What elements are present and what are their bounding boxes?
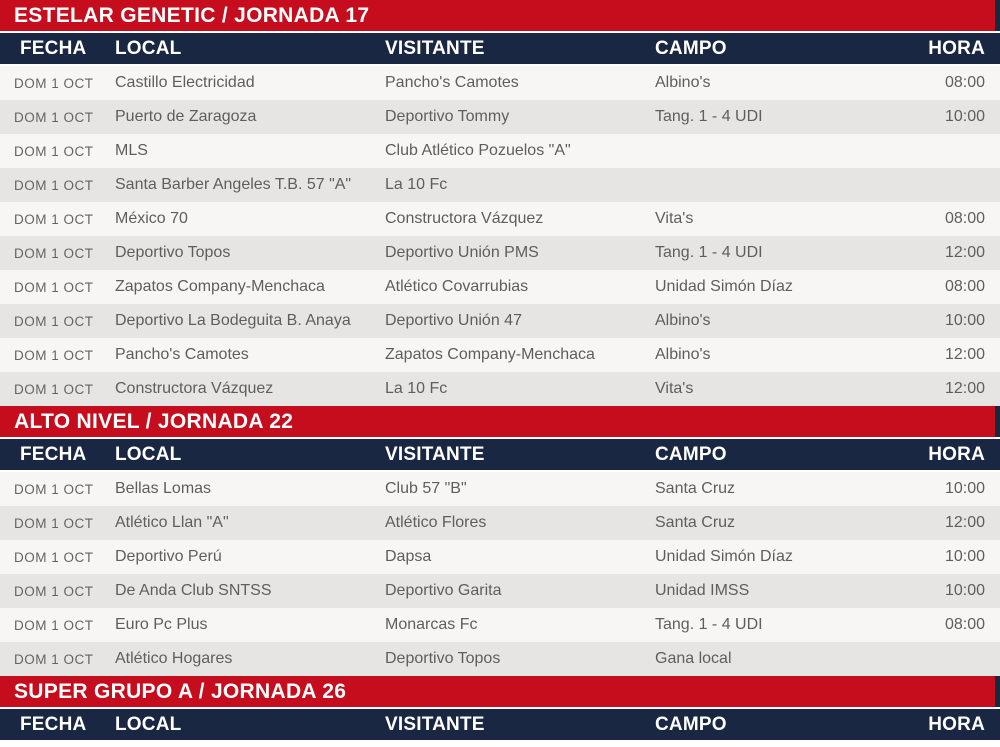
table-header-row [0, 709, 1000, 740]
column-header-campo: CAMPO [655, 443, 727, 465]
cell-fecha: DOM 1 OCT [14, 279, 94, 295]
table-row [0, 100, 1000, 134]
cell-local-team: Atlético Llan "A" [115, 514, 229, 531]
cell-campo: Vita's [655, 210, 694, 227]
column-header-visitante: VISITANTE [385, 37, 485, 59]
cell-local-team: Bellas Lomas [115, 480, 212, 497]
cell-local-team: Pancho's Camotes [115, 346, 249, 363]
cell-visitante-team: Deportivo Tommy [385, 108, 510, 125]
column-header-visitante: VISITANTE [385, 443, 485, 465]
table-row [0, 236, 1000, 270]
section-title: ESTELAR GENETIC / JORNADA 17 [14, 4, 370, 27]
cell-local-team: De Anda Club SNTSS [115, 582, 272, 599]
cell-fecha: DOM 1 OCT [14, 75, 94, 91]
cell-visitante-team: Constructora Vázquez [385, 210, 544, 227]
cell-hora: 10:00 [944, 480, 985, 497]
cell-visitante-team: Zapatos Company-Menchaca [385, 346, 595, 363]
cell-campo: Gana local [655, 650, 732, 667]
cell-visitante-team: Club Atlético Pozuelos "A" [385, 142, 571, 159]
table-row [0, 134, 1000, 168]
cell-hora: 10:00 [944, 548, 985, 565]
cell-visitante-team: Dapsa [385, 548, 432, 565]
league-section [0, 676, 1000, 740]
table-rows [0, 472, 1000, 676]
cell-visitante-team: Club 57 "B" [385, 480, 467, 497]
cell-campo: Albino's [655, 74, 711, 91]
cell-visitante-team: Deportivo Unión 47 [385, 312, 522, 329]
cell-hora: 10:00 [944, 582, 985, 599]
table-rows [0, 66, 1000, 406]
column-header-local: LOCAL [115, 443, 182, 465]
section-title: ALTO NIVEL / JORNADA 22 [14, 410, 294, 433]
section-title-band [0, 676, 1000, 707]
cell-visitante-team: Monarcas Fc [385, 616, 478, 633]
cell-visitante-team: Deportivo Topos [385, 650, 501, 667]
cell-hora: 08:00 [944, 210, 985, 227]
column-header-fecha: FECHA [20, 443, 87, 465]
cell-local-team: Deportivo Topos [115, 244, 231, 261]
column-header-hora: HORA [928, 443, 985, 465]
cell-visitante-team: Deportivo Garita [385, 582, 502, 599]
cell-visitante-team: Atlético Covarrubias [385, 278, 529, 295]
cell-campo: Santa Cruz [655, 480, 736, 497]
cell-visitante-team: Deportivo Unión PMS [385, 244, 539, 261]
cell-local-team: Zapatos Company-Menchaca [115, 278, 325, 295]
cell-fecha: DOM 1 OCT [14, 211, 94, 227]
cell-campo: Albino's [655, 312, 711, 329]
cell-local-team: Santa Barber Angeles T.B. 57 "A" [115, 176, 352, 193]
cell-hora: 12:00 [944, 244, 985, 261]
cell-local-team: Puerto de Zaragoza [115, 108, 257, 125]
table-row [0, 506, 1000, 540]
league-section [0, 406, 1000, 676]
cell-visitante-team: La 10 Fc [385, 380, 448, 397]
cell-campo: Vita's [655, 380, 694, 397]
column-header-campo: CAMPO [655, 37, 727, 59]
table-row [0, 202, 1000, 236]
section-title-band [0, 0, 1000, 31]
cell-campo: Tang. 1 - 4 UDI [655, 244, 763, 261]
cell-fecha: DOM 1 OCT [14, 481, 94, 497]
cell-fecha: DOM 1 OCT [14, 583, 94, 599]
cell-fecha: DOM 1 OCT [14, 515, 94, 531]
column-header-hora: HORA [928, 713, 985, 735]
cell-visitante-team: Atlético Flores [385, 514, 487, 531]
cell-campo: Unidad Simón Díaz [655, 548, 793, 565]
column-header-campo: CAMPO [655, 713, 727, 735]
cell-fecha: DOM 1 OCT [14, 617, 94, 633]
table-row [0, 168, 1000, 202]
table-row [0, 608, 1000, 642]
cell-campo: Albino's [655, 346, 711, 363]
cell-hora: 08:00 [944, 74, 985, 91]
cell-hora: 12:00 [944, 514, 985, 531]
cell-hora: 10:00 [944, 312, 985, 329]
cell-fecha: DOM 1 OCT [14, 177, 94, 193]
cell-local-team: México 70 [115, 210, 188, 227]
section-title: SUPER GRUPO A / JORNADA 26 [14, 680, 347, 703]
cell-local-team: Deportivo La Bodeguita B. Anaya [115, 312, 351, 329]
cell-fecha: DOM 1 OCT [14, 313, 94, 329]
cell-local-team: MLS [115, 142, 148, 159]
table-header-row [0, 33, 1000, 64]
cell-local-team: Euro Pc Plus [115, 616, 208, 633]
column-header-visitante: VISITANTE [385, 713, 485, 735]
cell-hora: 12:00 [944, 380, 985, 397]
cell-hora: 10:00 [944, 108, 985, 125]
column-header-hora: HORA [928, 37, 985, 59]
section-title-band [0, 406, 1000, 437]
cell-hora: 08:00 [944, 616, 985, 633]
cell-fecha: DOM 1 OCT [14, 109, 94, 125]
cell-campo: Unidad Simón Díaz [655, 278, 793, 295]
table-row [0, 540, 1000, 574]
cell-campo: Santa Cruz [655, 514, 736, 531]
table-row [0, 472, 1000, 506]
column-header-local: LOCAL [115, 713, 182, 735]
table-row [0, 66, 1000, 100]
table-row [0, 574, 1000, 608]
table-header-row [0, 439, 1000, 470]
table-row [0, 642, 1000, 676]
cell-fecha: DOM 1 OCT [14, 651, 94, 667]
cell-local-team: Constructora Vázquez [115, 380, 274, 397]
cell-campo: Tang. 1 - 4 UDI [655, 616, 763, 633]
table-row [0, 270, 1000, 304]
cell-fecha: DOM 1 OCT [14, 245, 94, 261]
cell-fecha: DOM 1 OCT [14, 549, 94, 565]
cell-fecha: DOM 1 OCT [14, 143, 94, 159]
column-header-local: LOCAL [115, 37, 182, 59]
cell-visitante-team: La 10 Fc [385, 176, 448, 193]
cell-local-team: Castillo Electricidad [115, 74, 255, 91]
cell-fecha: DOM 1 OCT [14, 347, 94, 363]
cell-hora: 12:00 [944, 346, 985, 363]
column-header-fecha: FECHA [20, 713, 87, 735]
cell-local-team: Deportivo Perú [115, 548, 222, 565]
cell-local-team: Atlético Hogares [115, 650, 233, 667]
cell-visitante-team: Pancho's Camotes [385, 74, 519, 91]
cell-hora: 08:00 [944, 278, 985, 295]
table-row [0, 372, 1000, 406]
cell-fecha: DOM 1 OCT [14, 381, 94, 397]
table-row [0, 304, 1000, 338]
cell-campo: Unidad IMSS [655, 582, 750, 599]
cell-campo: Tang. 1 - 4 UDI [655, 108, 763, 125]
table-row [0, 338, 1000, 372]
column-header-fecha: FECHA [20, 37, 87, 59]
